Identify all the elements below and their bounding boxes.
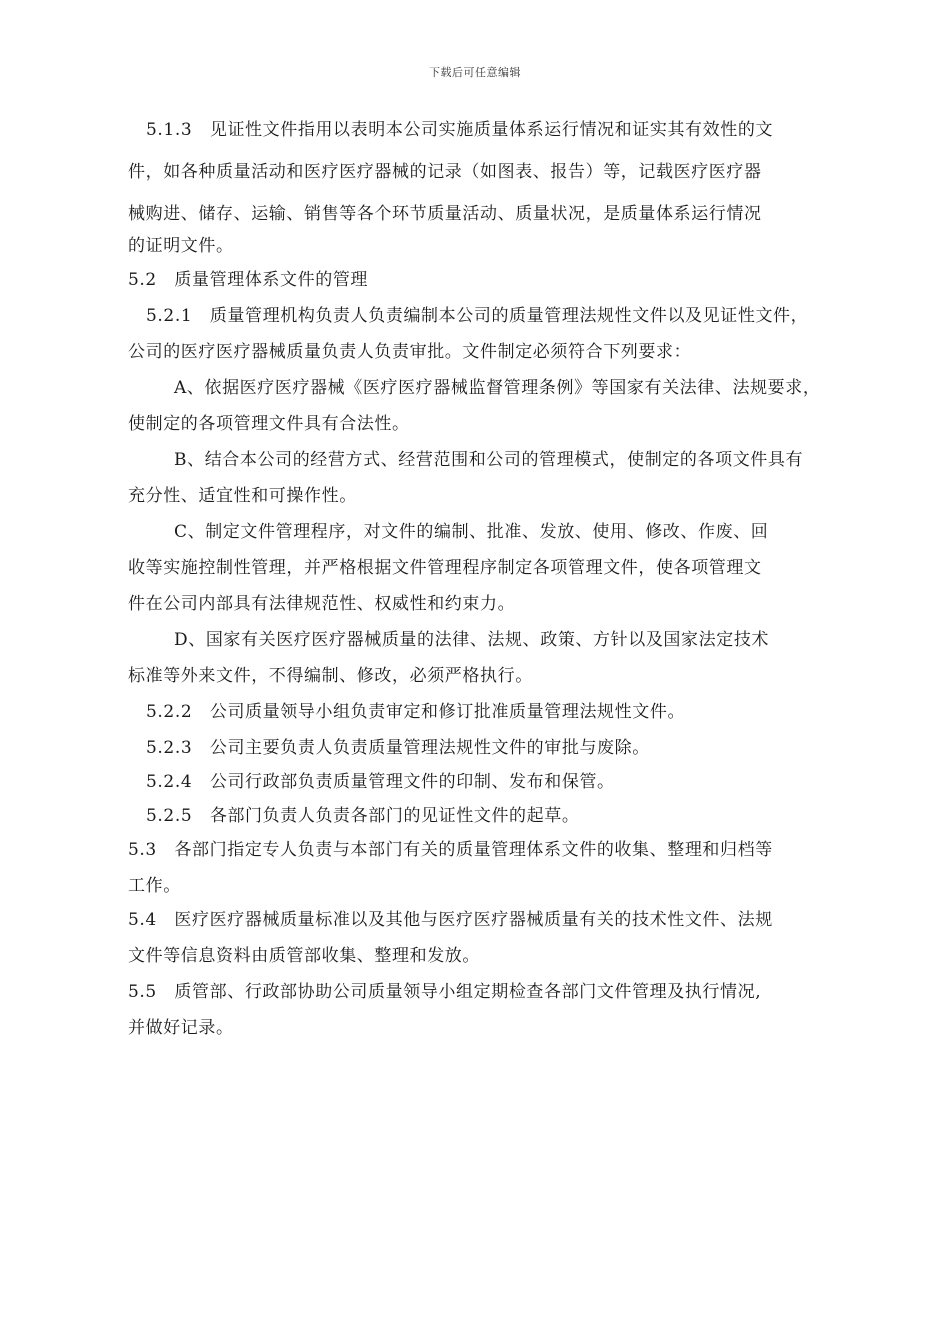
- paragraph-line: 5.2.2 公司质量领导小组负责审定和修订批准质量管理法规性文件。: [146, 702, 686, 722]
- paragraph-line: D、国家有关医疗医疗器械质量的法律、法规、政策、方针以及国家法定技术: [174, 630, 770, 650]
- paragraph-line: 收等实施控制性管理，并严格根据文件管理程序制定各项管理文件，使各项管理文: [128, 558, 762, 578]
- section-heading-5-2: 5.2 质量管理体系文件的管理: [128, 270, 369, 290]
- paragraph-line: 工作。: [128, 876, 181, 896]
- section-heading-5-4: 5.4 医疗医疗器械质量标准以及其他与医疗医疗器械质量有关的技术性文件、法规: [128, 910, 773, 930]
- paragraph-line: 5.2.5 各部门负责人负责各部门的见证性文件的起草。: [146, 806, 580, 826]
- page-header: 下载后可任意编辑: [429, 66, 521, 79]
- paragraph-line: 5.2.4 公司行政部负责质量管理文件的印制、发布和保管。: [146, 772, 615, 792]
- paragraph-line: 公司的医疗医疗器械质量负责人负责审批。文件制定必须符合下列要求：: [128, 342, 692, 362]
- paragraph-line: A、依据医疗医疗器械《医疗医疗器械监督管理条例》等国家有关法律、法规要求，: [174, 378, 821, 398]
- paragraph-line: 5.2.3 公司主要负责人负责质量管理法规性文件的审批与废除。: [146, 738, 650, 758]
- paragraph-line: 5.2.1 质量管理机构负责人负责编制本公司的质量管理法规性文件以及见证性文件，: [146, 306, 809, 326]
- paragraph-line: B、结合本公司的经营方式、经营范围和公司的管理模式，使制定的各项文件具有: [174, 450, 804, 470]
- paragraph-line: 的证明文件。: [128, 236, 234, 256]
- paragraph-line: C、制定文件管理程序，对文件的编制、批准、发放、使用、修改、作废、回: [174, 522, 769, 542]
- paragraph-line: 文件等信息资料由质管部收集、整理和发放。: [128, 946, 480, 966]
- section-heading-5-5: 5.5 质管部、行政部协助公司质量领导小组定期检查各部门文件管理及执行情况,: [128, 982, 762, 1002]
- paragraph-line: 件，如各种质量活动和医疗医疗器械的记录（如图表、报告）等，记载医疗医疗器: [128, 162, 762, 182]
- paragraph-line: 械购进、储存、运输、销售等各个环节质量活动、质量状况，是质量体系运行情况: [128, 204, 762, 224]
- paragraph-line: 件在公司内部具有法律规范性、权威性和约束力。: [128, 594, 516, 614]
- paragraph-line: 并做好记录。: [128, 1018, 234, 1038]
- paragraph-line: 充分性、适宜性和可操作性。: [128, 486, 357, 506]
- paragraph-line: 标准等外来文件，不得编制、修改，必须严格执行。: [128, 666, 533, 686]
- section-heading-5-3: 5.3 各部门指定专人负责与本部门有关的质量管理体系文件的收集、整理和归档等: [128, 840, 773, 860]
- paragraph-line: 5.1.3 见证性文件指用以表明本公司实施质量体系运行情况和证实其有效性的文: [146, 120, 774, 140]
- paragraph-line: 使制定的各项管理文件具有合法性。: [128, 414, 410, 434]
